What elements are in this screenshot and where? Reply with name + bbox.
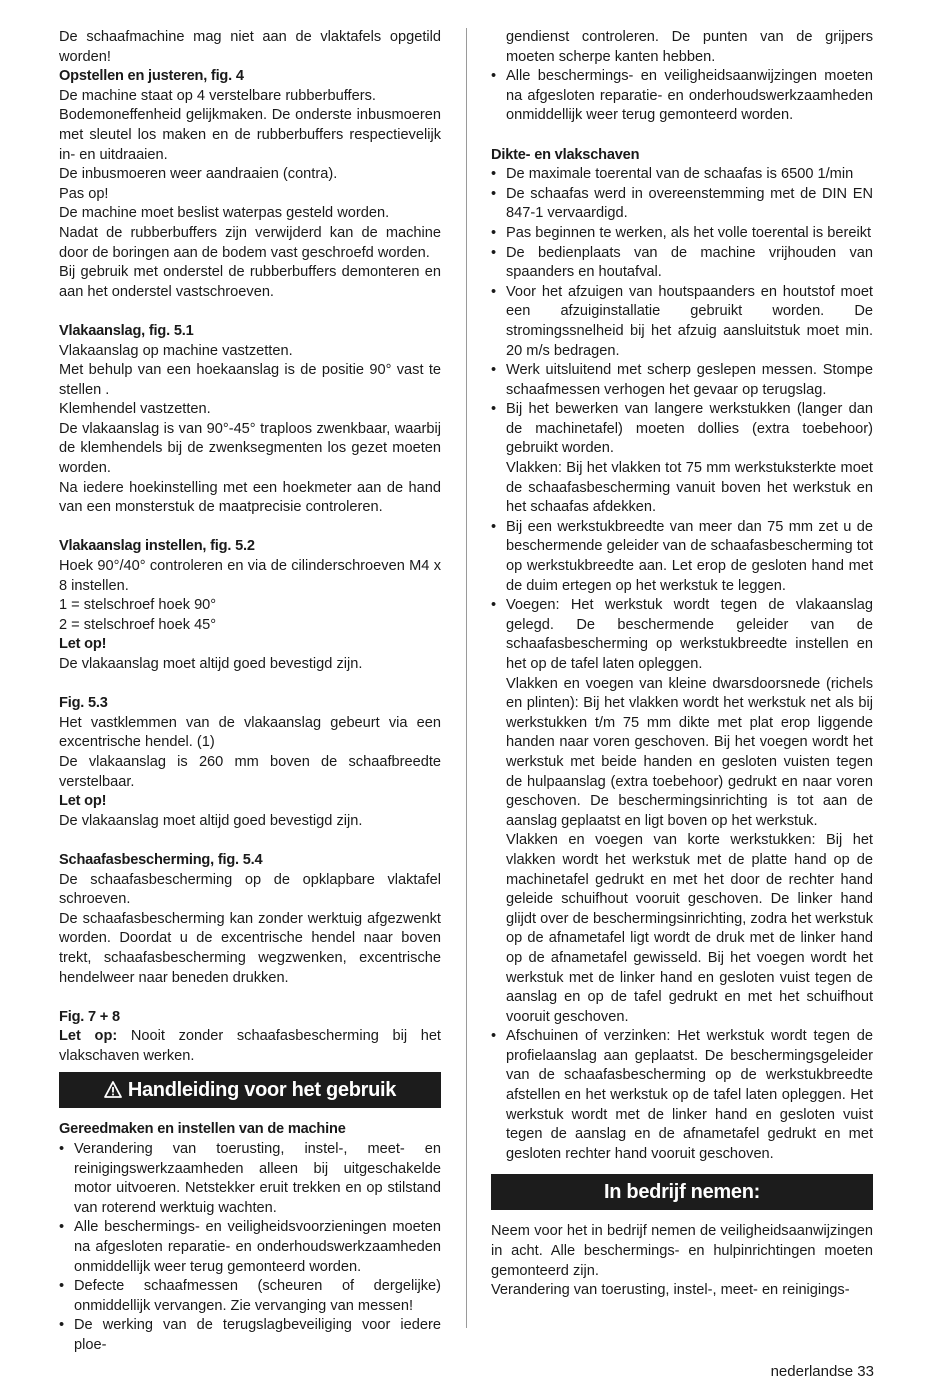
intro-paragraph: De schaafmachine mag niet aan de vlaktafels opgetild worden! [59, 29, 441, 65]
bullet-list [491, 67, 873, 126]
list-item: • Voor het afzuigen van houtspaanders en houtstof moet een afzuiginstallatie gebruikt worden. De stromingssnelheid bij het afzuig aansluitstuk moet min. 20 m/s bedragen. [491, 283, 873, 361]
warning-label: Let op! [59, 793, 107, 810]
paragraph: 2 = stelschroef hoek 45° [59, 616, 217, 633]
left-column [59, 28, 441, 1356]
continued-paragraph: gendienst controleren. De punten van de grijpers moeten scherpe kanten hebben. [506, 29, 873, 65]
bullet-list [59, 1140, 441, 1356]
paragraph: De vlakaanslag is 260 mm boven de schaafbreedte verstelbaar. [59, 753, 441, 790]
paragraph: De inbusmoeren weer aandraaien (contra). [59, 166, 338, 183]
paragraph [59, 1027, 441, 1066]
paragraph: Pas op! [59, 185, 109, 202]
list-item: • Alle beschermings- en veiligheidsvoorzieningen moeten na afgesloten reparatie- en onderhoudswerkzaamheden onmiddellijk weer terug gemonteerd worden. [59, 1218, 441, 1277]
paragraph: Vlakaanslag op machine vastzetten. [59, 342, 293, 359]
paragraph: De vlakaanslag is van 90°-45° traploos zwenkbaar, waarbij de klemhendels bij de zwenksegmenten los gezet moeten worden. [59, 420, 441, 477]
paragraph: Met behulp van een hoekaanslag is de positie 90° vast te stellen . [59, 362, 441, 398]
section-banner-handleiding [59, 1072, 441, 1108]
heading-opstellen: Opstellen en justeren, fig. 4 [59, 68, 244, 85]
list-item-text: • Bij het bewerken van langere werkstukken (langer dan de machinetafel) moeten dollies (extra toebehoor) gebruikt worden. [506, 401, 873, 457]
paragraph: De machine staat op 4 verstelbare rubberbuffers. [59, 87, 376, 104]
paragraph: De vlakaanslag moet altijd goed bevestigd zijn. [59, 656, 363, 672]
right-column [491, 28, 873, 1301]
warning-text: Nooit zonder schaafasbescherming bij het vlakschaven werken. [59, 1028, 441, 1064]
paragraph: Nadat de rubberbuffers zijn verwijderd kan de machine door de boringen aan de bodem vast geschroefd worden. [59, 224, 441, 261]
heading-fig-53: Fig. 5.3 [59, 695, 108, 712]
warning-label: Let op: [59, 1028, 118, 1045]
list-item-text: Vlakken en voegen van kleine dwarsdoorsnede (richels en plinten): Bij het vlakken wordt het werkstuk net als bij werkstukken t/m 75 mm dikte met plat erop liggende handen naar voren geschoven. Bij het voegen wordt het werkstuk met beide handen en gesloten vuisten tegen de hulpaanslag (extra toebehoor) gedrukt en naar voren geschoven. De beschermingsinrichting is tot aan de aanslag geplaatst en ligt boven op het werkstuk. [506, 675, 873, 829]
heading-vlakaanslag-52: Vlakaanslag instellen, fig. 5.2 [59, 538, 255, 555]
bullet-list [491, 165, 873, 1164]
list-item: • Bij een werkstukbreedte van meer dan 75 mm zet u de beschermende geleider van de schaafasbescherming tot op werkstukbreedte aan. Let erop de gesloten hand met de duim ertegen op het werkstuk te leggen. [491, 518, 873, 596]
page-number: nederlandse 33 [770, 1363, 874, 1380]
list-item: • Afschuinen of verzinken: Het werkstuk wordt tegen de profielaanslag aan geplaatst. De beschermingsgeleider van de schaafasbescherming op de werkstukbreedte afstellen en het werkstuk op de tafel laten opleggen. Het werkstuk wordt met de linker hand en gesloten vuist tegen de aanslag en de afnametafel gedrukt en met gesloten rechter hand vooruit geschoven. [491, 1027, 873, 1164]
list-item-text: Vlakken en voegen van korte werkstukken: Bij het vlakken wordt het werkstuk met de platte hand op de machinetafel gedrukt en met het door de rechter hand geleide schuifhout vooruit geschoven. De linker hand glijdt over de beschermingsinrichting, zodra het werkstuk op de afnametafel ligt wordt de druk met de linker hand op de afnametafel gewisseld. Bij het voegen wordt het werkstuk met de linker hand en gesloten vuist tegen de aanslag en op de tafel gedrukt en met het schuifhout vooruit geschoven. [506, 832, 873, 1025]
heading-vlakaanslag-51: Vlakaanslag, fig. 5.1 [59, 322, 194, 339]
list-item: • Verandering van toerusting, instel-, meet- en reinigingswerkzaamheden alleen bij uitgeschakelde motor uitvoeren. Netstekker eruit trekken en op stilstand van roterend werktuig wachten. [59, 1140, 441, 1218]
column-divider [466, 28, 467, 1328]
list-item: • De werking van de terugslagbeveiliging voor iedere ploe- [59, 1316, 441, 1355]
list-item [491, 400, 873, 518]
paragraph: Bodemoneffenheid gelijkmaken. De onderste inbusmoeren met sleutel los maken en de rubberbuffers respectievelijk in- en uitdraaien. [59, 107, 441, 163]
heading-gereedmaken: Gereedmaken en instellen van de machine [59, 1121, 346, 1138]
paragraph: De machine moet beslist waterpas gesteld worden. [59, 205, 390, 222]
heading-schaafasbescherming: Schaafasbescherming, fig. 5.4 [59, 851, 263, 868]
heading-fig-78: Fig. 7 + 8 [59, 1008, 120, 1025]
list-item-text: Vlakken: Bij het vlakken tot 75 mm werkstuksterkte moet de schaafasbescherming vanuit boven het werkstuk en het schaafas afdekken. [506, 460, 873, 516]
list-item: • Alle beschermings- en veiligheidsaanwijzingen moeten na afgesloten reparatie- en onderhoudswerkzaamheden onmiddellijk weer terug gemonteerd worden. [491, 67, 873, 126]
list-item: • Pas beginnen te werken, als het volle toerental is bereikt [491, 224, 873, 244]
paragraph: De schaafasbescherming kan zonder werktuig afgezwenkt worden. Doordat u de excentrische hendel naar boven trekt, schaafasbescherming wegzwenken, excentrische hendelweer naar beneden drukken. [59, 910, 441, 986]
paragraph: Neem voor het in bedrijf nemen de veiligheidsaanwijzingen in acht. Alle beschermings- en hulpinrichtingen moeten gemonteerd zijn. [491, 1223, 873, 1279]
banner-title: In bedrijf nemen: [603, 1181, 761, 1204]
paragraph: Klemhendel vastzetten. [59, 401, 211, 418]
paragraph: Na iedere hoekinstelling met een hoekmeter aan de hand van een monsterstuk de maatprecisie controleren. [59, 479, 441, 516]
paragraph: Het vastklemmen van de vlakaanslag gebeurt via een excentrische hendel. (1) [59, 714, 441, 751]
paragraph: 1 = stelschroef hoek 90° [59, 597, 217, 614]
warning-label: Let op! [59, 636, 107, 653]
paragraph: Bij gebruik met onderstel de rubberbuffers demonteren en aan het onderstel vastschroeven. [59, 264, 441, 300]
warning-triangle-icon [104, 1073, 122, 1109]
list-item-text: • Voegen: Het werkstuk wordt tegen de vlakaanslag gelegd. De beschermende geleider van de schaafasbescherming op werkstukbreedte instellen en het op de tafel laten opleggen. [506, 597, 873, 672]
paragraph: Verandering van toerusting, instel-, meet- en reinigings- [491, 1282, 850, 1299]
list-item: • De maximale toerental van de schaafas is 6500 1/min [491, 165, 873, 185]
list-item: • Defecte schaafmessen (scheuren of dergelijke) onmiddellijk vervangen. Zie vervanging van messen! [59, 1277, 441, 1316]
paragraph: De vlakaanslag moet altijd goed bevestigd zijn. [59, 812, 363, 829]
section-banner-in-bedrijf [491, 1174, 873, 1210]
list-item [491, 596, 873, 1027]
paragraph: De schaafasbescherming op de opklapbare vlaktafel schroeven. [59, 871, 441, 908]
banner-title: Handleiding voor het gebruik [127, 1079, 397, 1102]
list-item: • De schaafas werd in overeenstemming met de DIN EN 847-1 vervaardigd. [491, 185, 873, 224]
list-item: • Werk uitsluitend met scherp geslepen messen. Stompe schaafmessen verhogen het gevaar op terugslag. [491, 361, 873, 400]
list-item: • De bedienplaats van de machine vrijhouden van spaanders en houtafval. [491, 244, 873, 283]
paragraph: Hoek 90°/40° controleren en via de cilinderschroeven M4 x 8 instellen. [59, 558, 441, 594]
heading-dikte-vlakschaven: Dikte- en vlakschaven [491, 146, 640, 163]
